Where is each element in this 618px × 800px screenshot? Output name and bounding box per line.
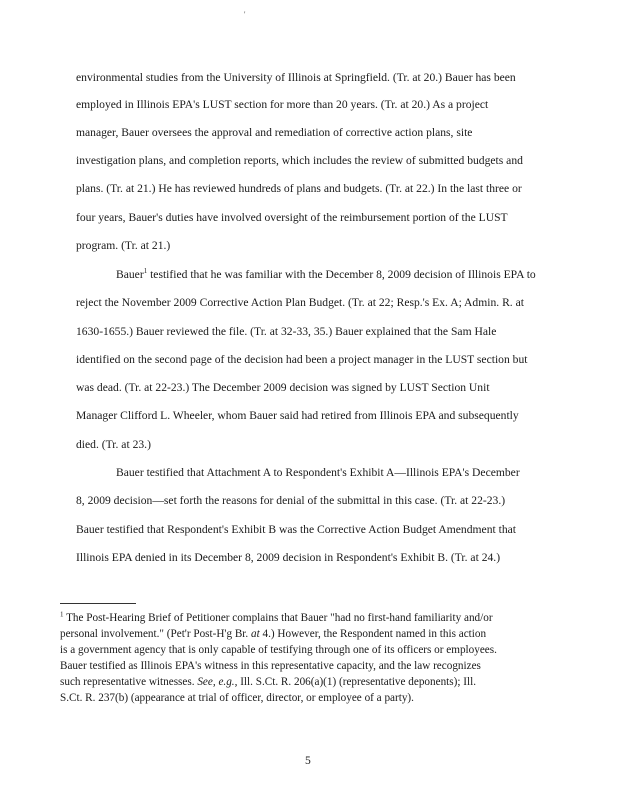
footnote-ref: 1 — [143, 267, 148, 276]
body-line: died. (Tr. at 23.) — [76, 438, 151, 451]
body-line: program. (Tr. at 21.) — [76, 239, 171, 252]
footnote-text: such representative witnesses. — [60, 676, 198, 688]
footnote-text: The Post-Hearing Brief of Petitioner complains that Bauer "had no first-hand familiarity and/or — [63, 612, 493, 624]
footnote-text: Ill. S.Ct. R. 206(a)(1) (representative deponents); Ill. — [237, 676, 477, 688]
body-line: reject the November 2009 Corrective Action Plan Budget. (Tr. at 22; Resp.'s Ex. A; Admin. R. at — [76, 296, 524, 309]
body-line: 8, 2009 decision—set forth the reasons for denial of the submittal in this case. (Tr. at 22-23.) — [76, 494, 506, 507]
paragraph-first-line — [116, 268, 536, 281]
footnote-text: 4.) However, the Respondent named in this action — [259, 628, 487, 640]
header-mark: ' — [244, 10, 246, 19]
footnote-line: S.Ct. R. 237(b) (appearance at trial of officer, director, or employee of a party). — [60, 692, 414, 704]
body-line: manager, Bauer oversees the approval and remediation of corrective action plans, site — [76, 126, 473, 139]
footnote-line — [60, 628, 486, 640]
footnote-line — [60, 676, 476, 688]
footnote-line — [60, 612, 493, 624]
body-line: Manager Clifford L. Wheeler, whom Bauer said had retired from Illinois EPA and subsequently — [76, 409, 519, 422]
body-line: identified on the second page of the decision had been a project manager in the LUST section but — [76, 353, 528, 366]
first-line-rest: testified that he was familiar with the December 8, 2009 decision of Illinois EPA to — [147, 268, 536, 281]
footnote-number: 1 — [60, 610, 64, 619]
body-line: environmental studies from the University of Illinois at Springfield. (Tr. at 20.) Bauer has been — [76, 71, 516, 84]
body-line: 1630-1655.) Bauer reviewed the file. (Tr. at 32-33, 35.) Bauer explained that the Sam Hale — [76, 325, 497, 338]
footnote-line: is a government agency that is only capable of testifying through one of its officers or employees. — [60, 644, 497, 656]
footnote-line: Bauer testified as Illinois EPA's witness in this representative capacity, and the law recognizes — [60, 660, 481, 672]
first-word: Bauer — [116, 268, 144, 281]
body-line: was dead. (Tr. at 22-23.) The December 2009 decision was signed by LUST Section Unit — [76, 381, 490, 394]
body-line: Bauer testified that Respondent's Exhibit B was the Corrective Action Budget Amendment that — [76, 523, 516, 536]
footnote-italic: See, e.g., — [197, 676, 238, 688]
body-line: investigation plans, and completion reports, which includes the review of submitted budgets and — [76, 154, 523, 167]
paragraph-first-line: Bauer testified that Attachment A to Respondent's Exhibit A—Illinois EPA's December — [116, 466, 520, 479]
footnote-text: personal involvement." (Pet'r Post-H'g Br. — [60, 628, 251, 640]
footnote-rule — [60, 603, 136, 604]
page-number: 5 — [305, 754, 311, 767]
body-line: Illinois EPA denied in its December 8, 2009 decision in Respondent's Exhibit B. (Tr. at 24.) — [76, 551, 501, 564]
body-line: plans. (Tr. at 21.) He has reviewed hundreds of plans and budgets. (Tr. at 22.) In the last three or — [76, 182, 522, 195]
footnote-italic: at — [251, 628, 260, 640]
body-line: employed in Illinois EPA's LUST section for more than 20 years. (Tr. at 20.) As a project — [76, 98, 489, 111]
body-line: four years, Bauer's duties have involved oversight of the reimbursement portion of the LUST — [76, 211, 508, 224]
